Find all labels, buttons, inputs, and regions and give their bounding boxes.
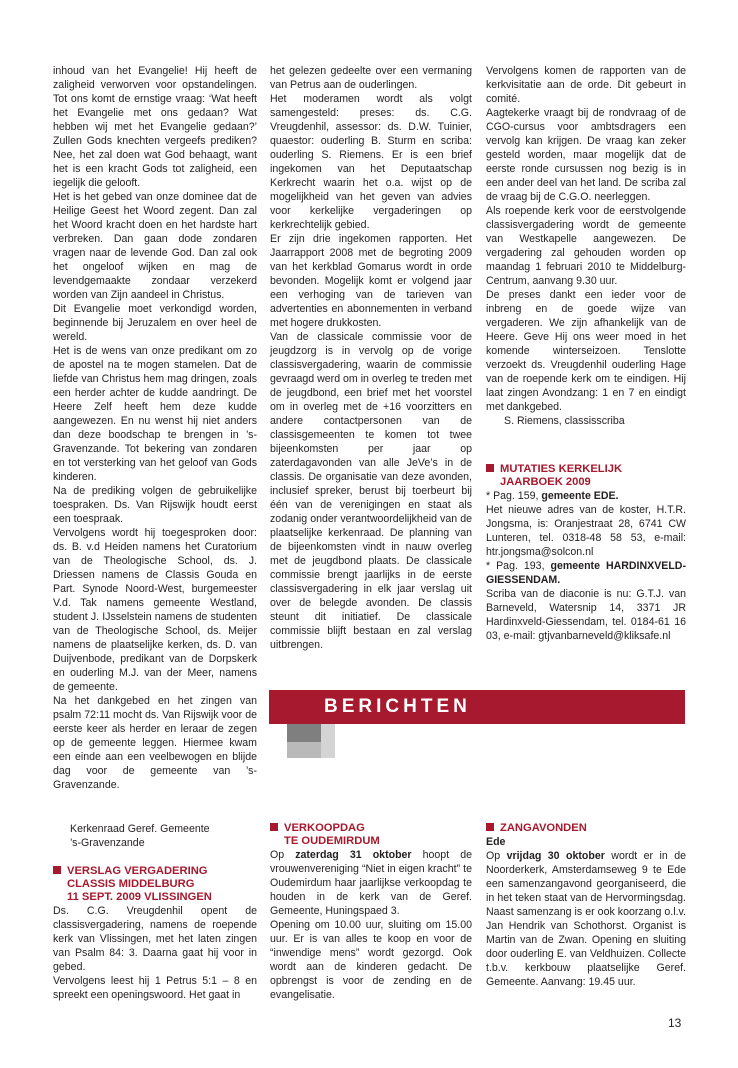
paragraph: Scriba van de diaconie is nu: G.T.J. van Barneveld, Watersnip 14, 3371 JR Hardinxveld-Giessendam, tel. 0184-61 16 03, e-mail: gtjvanbarneveld@kliksafe.nl [486, 588, 686, 642]
zangavonden-section [486, 822, 686, 989]
zangavonden-place: Ede [486, 836, 506, 848]
verslag-heading: VERSLAG VERGADERING CLASSIS MIDDELBURG 11 SEPT. 2009 VLISSINGEN [53, 865, 257, 904]
page-number: 13 [668, 1016, 682, 1030]
verkoopdag-heading: VERKOOPDAG TE OUDEMIRDUM [270, 822, 472, 848]
verkoopdag-section [270, 822, 472, 1002]
paragraph: Op vrijdag 30 oktober wordt er in de Noorderkerk, Amsterdamseweg 9 te Ede een samenzangavond georganiseerd, die in het teken staat van de Hervormingsdag. Naast samenzang is er ook koorzang o.l.v. Jan Hendrik van Schothorst. Organist is Martin van de Zwan. Opening en sluiting door ouderling E. van Veldhuizen. Collecte t.b.v. kerkbouw plaatselijke Geref. Gemeente. Aanvang: 19.45 uur. [486, 850, 686, 988]
heading-square-icon [486, 823, 494, 831]
paragraph: Het moderamen wordt als volgt samengesteld: preses: ds. C.G. Vreugdenhil, assessor: ds. D.W. Tuinier, quaestor: ouderling B. Sturm en scriba: ouderling S. Riemens. Er is een brief ingekomen van het Deputaatschap Kerkrecht waarin het o.a. wijst op de mogelijkheid van het geven van advies voor kerkelijke vergaderingen op kerkrechtelijk gebied. [270, 93, 472, 231]
paragraph: Het is het gebed van onze dominee dat de Heilige Geest het Woord zegent. Dan zal het Woord kracht doen en het hardste hart verbreken. Dan gaan dode zondaren vragen naar de levende God. Dan zal ook het ongeloof wijken en mag de levendgemaakte zondaar verzekerd worden van Zijn aandeel in Christus. [53, 191, 257, 301]
paragraph: Van de classicale commissie voor de jeugdzorg is in vervolg op de vorige classisvergadering, waarin de commissie gevraagd werd om in overleg te treden met de jeugdbond, een brief met het voorstel om in overleg met de +16 voorzitters en andere contactpersonen van de classisgemeenten te komen tot twee bijeenkomsten per jaar op zaterdagavonden van alle JeVe’s in de classis. De organisatie van deze avonden, inclusief spreker, berust bij toerbeurt bij één van de verenigingen en staat als zodanig onder verantwoordelijkheid van de plaatselijke kerkenraad. De planning van de bijeenkomsten vindt in nauw overleg met de jeugdbond plaats. De classicale commissie brengt jaarlijks in de eerste classisvergadering in elk jaar verslag uit over de belegde avonden. De classis steunt dit initiatief. De classicale commissie blijft bestaan en zal verslag uitbrengen. [270, 331, 472, 651]
paragraph: Vervolgens komen de rapporten van de kerkvisitatie aan de orde. Dit gebeurt in comité. [486, 65, 686, 105]
paragraph: Vervolgens wordt hij toegesproken door: ds. B. v.d Heiden namens het Curatorium van de Theologische School, ds. J. Driessen namens de Classis Gouda en Part. Synode Noord-West, burgemeester V.d. Tak namens gemeente Westland, student J. IJsselstein namens de studenten van de Theologische School, ds. Meijer namens de plaatselijke kerken, ds. D. van Duijvenbode, predikant van de Dorpskerk en ouderling M.J. van der Meer, namens de gemeente. [53, 527, 257, 693]
column-3 [486, 64, 686, 428]
signature-line: Kerkenraad Geref. Gemeente [70, 823, 210, 835]
banner-title: BERICHTEN [324, 696, 471, 717]
paragraph: Na het dankgebed en het zingen van psalm 72:11 mocht ds. Van Rijswijk voor de eerste keer als herder en leraar de zegen op de gemeente leggen. Hiermee kwam een einde aan een veelbewogen en blijde dag voor de gemeente van ’s-Gravenzande. [53, 695, 257, 791]
paragraph: Vervolgens leest hij 1 Petrus 5:1 – 8 en spreekt een openingswoord. Het gaat in [53, 975, 257, 1001]
mutation-entry-2: * Pag. 193, gemeente HARDINXVELD-GIESSENDAM. [486, 560, 686, 586]
signature-line: ’s-Gravenzande [70, 837, 145, 849]
paragraph: Als roepende kerk voor de eerstvolgende classisvergadering wordt de gemeente van Westkapelle aangewezen. De vergadering zal gehouden worden op maandag 1 februari 2010 te Middelburg-Centrum, aanvang 9.30 uur. [486, 205, 686, 287]
column-2 [270, 64, 472, 652]
scriba-signature: S. Riemens, classisscriba [504, 415, 625, 427]
paragraph: het gelezen gedeelte over een vermaning van Petrus aan de ouderlingen. [270, 65, 472, 91]
paragraph: De preses dankt een ieder voor de inbreng en de goede wijze van vergaderen. We zijn afhankelijk van de Heere. Geve Hij ons weer moed in het komende winterseizoen. Tenslotte verzoekt ds. Vreugdenhil ouderling Hage van de roepende kerk om te eindigen. Hij laat zingen Avondzang: 1 en 7 en eindigt met dankgebed. [486, 289, 686, 413]
paragraph: Na de prediking volgen de gebruikelijke toespraken. Ds. Van Rijswijk houdt eerst een toespraak. [53, 485, 257, 525]
paragraph: Het nieuwe adres van de koster, H.T.R. Jongsma, is: Oranjestraat 28, 6741 CW Lunteren, tel. 0318-48 58 53, e-mail: htr.jongsma@solcon.nl [486, 504, 686, 558]
paragraph: Dit Evangelie moet verkondigd worden, beginnende bij Jeruzalem en over heel de wereld. [53, 303, 257, 343]
mutaties-section [486, 463, 686, 643]
paragraph: Ds. C.G. Vreugdenhil opent de classisvergadering, namens de roepende kerk van Vlissingen, met het laten zingen van Psalm 84: 3. Daarna gaat hij voor in gebed. [53, 905, 257, 973]
paragraph: inhoud van het Evangelie! Hij heeft de zaligheid verworven voor opstandelingen. Tot ons komt de ernstige vraag: ‘Wat heeft het Evangelie met ons gedaan? Wat hebben wij met het Evangelie gedaan?’ Zullen Gods knechten vergeefs prediken? Nee, het zal doen wat God behaagt, want het is een kracht Gods tot zaligheid, een iegelijk die gelooft. [53, 65, 257, 189]
zangavonden-heading: ZANGAVONDEN [486, 822, 686, 835]
heading-square-icon [53, 866, 61, 874]
paragraph: Het is de wens van onze predikant om zo de apostel na te mogen stamelen. Dat de liefde van Christus hem mag dringen, zoals een herder achter de kudde aandringt. De Heere Zelf heeft hem deze kudde aangewezen. En nu wenst hij niet anders dan deze boodschap te brengen in ’s-Gravenzande. Tot bekering van zondaren en tot versterking van het geloof van Gods kinderen. [53, 345, 257, 483]
column-1-signature [70, 822, 260, 850]
verslag-section [53, 865, 257, 1002]
column-1 [53, 64, 257, 792]
paragraph: Op zaterdag 31 oktober hoopt de vrouwenvereniging “Niet in eigen kracht” te Oudemirdum haar jaarlijkse verkoopdag te houden in de kerk van de Geref. Gemeente, Huningspaed 3. [270, 849, 472, 917]
heading-square-icon [270, 823, 278, 831]
decorative-square [287, 724, 321, 742]
paragraph: Opening om 10.00 uur, sluiting om 15.00 uur. Er is van alles te koop en voor de “inwendige mens” wordt gezorgd. Ook wordt aan de kinderen gedacht. De opbrengst is voor de zending en de evangelisatie. [270, 919, 472, 1001]
mutation-entry-1: * Pag. 159, gemeente EDE. [486, 490, 619, 502]
mutaties-heading: MUTATIES KERKELIJK JAARBOEK 2009 [486, 463, 686, 489]
paragraph: Er zijn drie ingekomen rapporten. Het Jaarrapport 2008 met de begroting 2009 van het kerkblad Gomarus wordt in orde bevonden. Mogelijk komt er volgend jaar een verhoging van de tarieven van advertenties en abonnementen in verband met hogere drukkosten. [270, 233, 472, 329]
paragraph: Aagtekerke vraagt bij de rondvraag of de CGO-cursus voor ambtsdragers een vervolg kan krijgen. De vraag kan zeker gesteld worden, maar mogelijk dat de eerste ronde cursussen nog bezig is in een ander deel van het land. De scriba zal de vraag bij de C.G.O. neerleggen. [486, 107, 686, 203]
decorative-square [321, 724, 335, 758]
heading-square-icon [486, 464, 494, 472]
